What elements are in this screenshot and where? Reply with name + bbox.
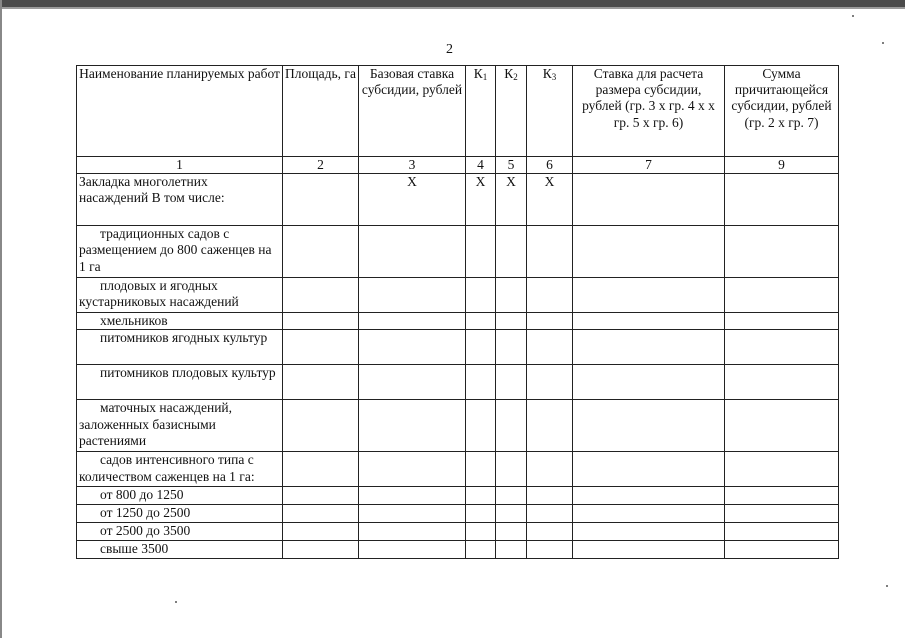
header-k1: $К_1$ [466, 66, 496, 157]
value-cell [573, 365, 725, 400]
value-cell [573, 487, 725, 505]
value-cell [359, 541, 466, 559]
scan-speck [882, 42, 884, 44]
header-subsidy-sum: Сумма причитающейся субсидии, рублей (гр. 2 х гр. 7) [725, 66, 839, 157]
value-cell [527, 452, 573, 487]
table-row [77, 330, 839, 365]
table-row [77, 487, 839, 505]
work-name-cell: питомников плодовых культур [77, 365, 283, 400]
value-cell [496, 400, 527, 452]
value-cell [496, 452, 527, 487]
value-cell [466, 541, 496, 559]
value-cell [359, 487, 466, 505]
value-cell [359, 523, 466, 541]
scan-speck [852, 15, 854, 17]
work-name-cell: маточных насаждений, заложенных базисными растениями [77, 400, 283, 452]
value-cell [573, 174, 725, 226]
value-cell [466, 226, 496, 278]
value-cell [573, 278, 725, 313]
work-name-cell: от 800 до 1250 [77, 487, 283, 505]
value-cell [283, 452, 359, 487]
column-number: 2 [283, 157, 359, 174]
value-cell [725, 313, 839, 330]
table-row [77, 226, 839, 278]
value-cell [573, 313, 725, 330]
value-cell [527, 313, 573, 330]
value-cell [359, 505, 466, 523]
value-cell [527, 505, 573, 523]
value-cell [527, 523, 573, 541]
value-cell [496, 541, 527, 559]
value-cell [283, 400, 359, 452]
value-cell [496, 523, 527, 541]
value-cell [527, 365, 573, 400]
work-name-cell: хмельников [77, 313, 283, 330]
value-cell [359, 452, 466, 487]
value-cell [359, 365, 466, 400]
scan-top-edge [0, 7, 905, 9]
work-name-cell: Закладка многолетних насаждений В том числе: [77, 174, 283, 226]
value-cell: Х [527, 174, 573, 226]
value-cell [359, 330, 466, 365]
value-cell [466, 452, 496, 487]
value-cell [466, 365, 496, 400]
subsidy-table [76, 65, 839, 559]
value-cell [359, 278, 466, 313]
table-row [77, 174, 839, 226]
scan-speck [175, 601, 177, 603]
table-row [77, 541, 839, 559]
table-row [77, 505, 839, 523]
value-cell [283, 330, 359, 365]
table-row [77, 523, 839, 541]
value-cell [496, 505, 527, 523]
value-cell [527, 278, 573, 313]
value-cell [573, 400, 725, 452]
value-cell [496, 365, 527, 400]
page-number: 2 [446, 42, 453, 57]
header-row [77, 66, 839, 157]
value-cell [359, 226, 466, 278]
header-work-name: Наименование планируемых работ [77, 66, 283, 157]
value-cell [359, 313, 466, 330]
value-cell [527, 487, 573, 505]
value-cell [466, 330, 496, 365]
scan-speck [886, 585, 888, 587]
value-cell [283, 523, 359, 541]
value-cell [466, 313, 496, 330]
column-number: 9 [725, 157, 839, 174]
column-number: 1 [77, 157, 283, 174]
table-row [77, 452, 839, 487]
value-cell [573, 505, 725, 523]
scan-left-edge [0, 0, 2, 638]
value-cell [466, 487, 496, 505]
column-number: 4 [466, 157, 496, 174]
value-cell [527, 541, 573, 559]
work-name-cell: питомников ягодных культур [77, 330, 283, 365]
value-cell [725, 278, 839, 313]
value-cell [496, 330, 527, 365]
value-cell [283, 278, 359, 313]
work-name-cell: садов интенсивного типа с количеством саженцев на 1 га: [77, 452, 283, 487]
column-number: 3 [359, 157, 466, 174]
table-row [77, 313, 839, 330]
value-cell [573, 452, 725, 487]
value-cell: Х [359, 174, 466, 226]
header-area: Площадь, га [283, 66, 359, 157]
header-base-rate: Базовая ставка субсидии, рублей [359, 66, 466, 157]
work-name-cell: от 2500 до 3500 [77, 523, 283, 541]
value-cell [527, 400, 573, 452]
value-cell [496, 226, 527, 278]
value-cell [466, 278, 496, 313]
value-cell [725, 505, 839, 523]
value-cell [496, 278, 527, 313]
value-cell [283, 174, 359, 226]
value-cell [283, 541, 359, 559]
value-cell [283, 313, 359, 330]
value-cell [466, 523, 496, 541]
header-k3: $К_3$ [527, 66, 573, 157]
scan-top-shadow [0, 0, 905, 7]
value-cell [466, 505, 496, 523]
value-cell [496, 487, 527, 505]
column-number-row [77, 157, 839, 174]
value-cell [466, 400, 496, 452]
value-cell [283, 226, 359, 278]
value-cell [725, 174, 839, 226]
value-cell [283, 365, 359, 400]
value-cell: Х [496, 174, 527, 226]
value-cell [496, 313, 527, 330]
value-cell [725, 400, 839, 452]
work-name-cell: от 1250 до 2500 [77, 505, 283, 523]
table-row [77, 278, 839, 313]
table-row [77, 365, 839, 400]
header-calc-rate: Ставка для расчета размера субсидии, рублей (гр. 3 х гр. 4 х х гр. 5 х гр. 6) [573, 66, 725, 157]
value-cell [573, 523, 725, 541]
column-number: 7 [573, 157, 725, 174]
header-k2: $К_2$ [496, 66, 527, 157]
value-cell [573, 330, 725, 365]
value-cell [283, 505, 359, 523]
table-row [77, 400, 839, 452]
value-cell [359, 400, 466, 452]
value-cell [725, 330, 839, 365]
value-cell [527, 226, 573, 278]
value-cell [573, 541, 725, 559]
value-cell [725, 541, 839, 559]
work-name-cell: традиционных садов с размещением до 800 саженцев на 1 га [77, 226, 283, 278]
value-cell [283, 487, 359, 505]
column-number: 6 [527, 157, 573, 174]
value-cell [573, 226, 725, 278]
value-cell [725, 487, 839, 505]
value-cell [725, 452, 839, 487]
value-cell [725, 226, 839, 278]
value-cell [527, 330, 573, 365]
value-cell: Х [466, 174, 496, 226]
work-name-cell: свыше 3500 [77, 541, 283, 559]
column-number: 5 [496, 157, 527, 174]
value-cell [725, 365, 839, 400]
work-name-cell: плодовых и ягодных кустарниковых насаждений [77, 278, 283, 313]
value-cell [725, 523, 839, 541]
